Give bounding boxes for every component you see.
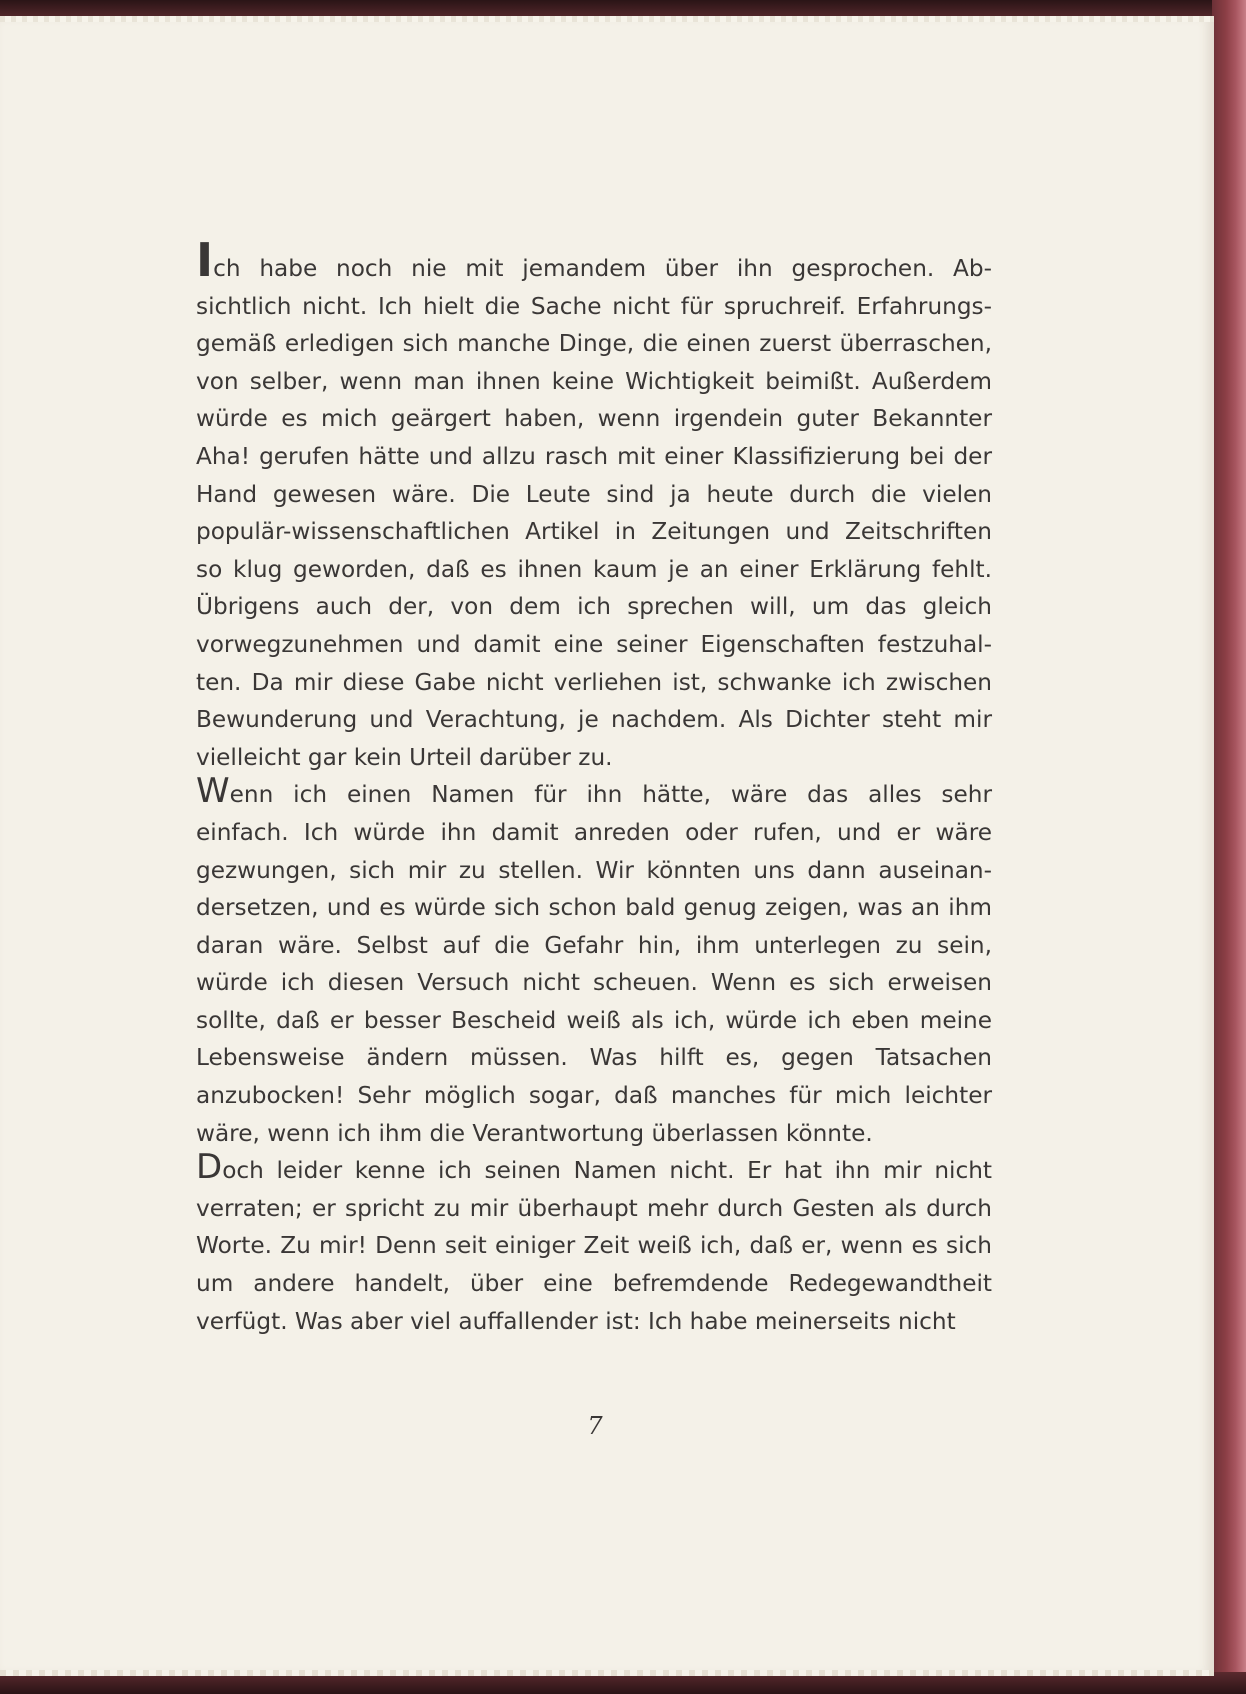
text-line (196, 1303, 992, 1341)
paragraph (196, 1147, 992, 1340)
text-line (196, 363, 992, 401)
line-text: von selber, wenn man ihnen keine Wichtigkeit beimißt. Außerdem (196, 367, 992, 395)
text-line (196, 964, 992, 1002)
line-text: enn ich einen Namen für ihn hätte, wäre das alles sehr (229, 781, 992, 809)
book-cover-spine-edge (1212, 0, 1246, 1694)
text-line (196, 438, 992, 476)
text-line (196, 889, 992, 927)
line-text: verfügt. Was aber viel auffallender ist: Ich habe meinerseits nicht (196, 1307, 956, 1335)
deckled-top-edge (0, 16, 1214, 22)
line-text: Bewunderung und Verachtung, je nachdem. Als Dichter steht mir (196, 706, 992, 734)
line-text: ten. Da mir diese Gabe nicht verliehen ist, schwanke ich zwischen (196, 668, 992, 696)
text-line (196, 1039, 992, 1077)
line-text: vorwegzunehmen und damit eine seiner Eigenschaften festzuhal- (196, 630, 992, 658)
text-line (196, 513, 992, 551)
line-text: sollte, daß er besser Bescheid weiß als ich, würde ich eben meine (196, 1006, 992, 1034)
line-text: dersetzen, und es würde sich schon bald genug zeigen, was an ihm (196, 894, 992, 922)
text-line (196, 771, 992, 814)
line-text: gemäß erledigen sich manche Dinge, die einen zuerst überraschen, (196, 330, 992, 358)
line-text: um andere handelt, über eine befremdende Redegewandtheit (196, 1270, 992, 1298)
deckled-bottom-edge (0, 1670, 1214, 1676)
line-text: ch habe noch nie mit jemandem über ihn gesprochen. Ab- (213, 255, 992, 282)
initial-letter: D (196, 1147, 223, 1188)
line-text: Aha! gerufen hätte und allzu rasch mit einer Klassifizierung bei der (196, 442, 992, 470)
initial-letter: I (196, 233, 214, 287)
text-line (196, 626, 992, 664)
line-text: einfach. Ich würde ihn damit anreden oder rufen, und er wäre (196, 818, 992, 846)
line-text: vielleicht gar kein Urteil darüber zu. (196, 743, 613, 771)
text-line (196, 476, 992, 514)
text-line (196, 1227, 992, 1265)
text-line (196, 288, 992, 326)
line-text: populär-wissenschaftlichen Artikel in Zeitungen und Zeitschriften (196, 518, 992, 546)
text-line (196, 551, 992, 589)
paragraph (196, 771, 992, 1152)
text-line (196, 852, 992, 890)
line-text: gezwungen, sich mir zu stellen. Wir könnten uns dann auseinan- (196, 856, 992, 884)
line-text: verraten; er spricht zu mir überhaupt mehr durch Gesten als durch (196, 1194, 992, 1222)
line-text: Lebensweise ändern müssen. Was hilft es, gegen Tatsachen (196, 1044, 992, 1072)
line-text: Hand gewesen wäre. Die Leute sind ja heute durch die vielen (196, 480, 992, 508)
text-line (196, 400, 992, 438)
line-text: wäre, wenn ich ihm die Verantwortung überlassen könnte. (196, 1119, 873, 1147)
line-text: och leider kenne ich seinen Namen nicht. Er hat ihn mir nicht (222, 1157, 992, 1185)
line-text: würde es mich geärgert haben, wenn irgendein guter Bekannter (196, 405, 992, 433)
text-line (196, 739, 992, 777)
text-line (196, 814, 992, 852)
initial-letter: W (196, 771, 230, 812)
line-text: sichtlich nicht. Ich hielt die Sache nicht für spruchreif. Erfahrungs- (196, 292, 992, 320)
text-line (196, 1147, 992, 1190)
line-text: so klug geworden, daß es ihnen kaum je an einer Erklärung fehlt. (196, 555, 992, 583)
page-number: 7 (587, 1412, 603, 1440)
text-line (196, 927, 992, 965)
text-line (196, 701, 992, 739)
text-line (196, 1077, 992, 1115)
line-text: daran wäre. Selbst auf die Gefahr hin, ihm unterlegen zu sein, (196, 931, 992, 959)
text-line (196, 1002, 992, 1040)
line-text: Worte. Zu mir! Denn seit einiger Zeit weiß ich, daß er, wenn es sich (196, 1232, 992, 1260)
paragraph (196, 233, 992, 776)
line-text: würde ich diesen Versuch nicht scheuen. Wenn es sich erweisen (196, 969, 992, 997)
line-text: anzubocken! Sehr möglich sogar, daß manches für mich leichter (196, 1082, 992, 1110)
text-line (196, 1115, 992, 1153)
text-line (196, 325, 992, 363)
text-line (196, 588, 992, 626)
line-text: Übrigens auch der, von dem ich sprechen will, um das gleich (196, 593, 992, 621)
body-text (196, 233, 992, 1340)
text-line (196, 664, 992, 702)
text-line (196, 233, 992, 288)
text-line (196, 1265, 992, 1303)
text-line (196, 1190, 992, 1228)
